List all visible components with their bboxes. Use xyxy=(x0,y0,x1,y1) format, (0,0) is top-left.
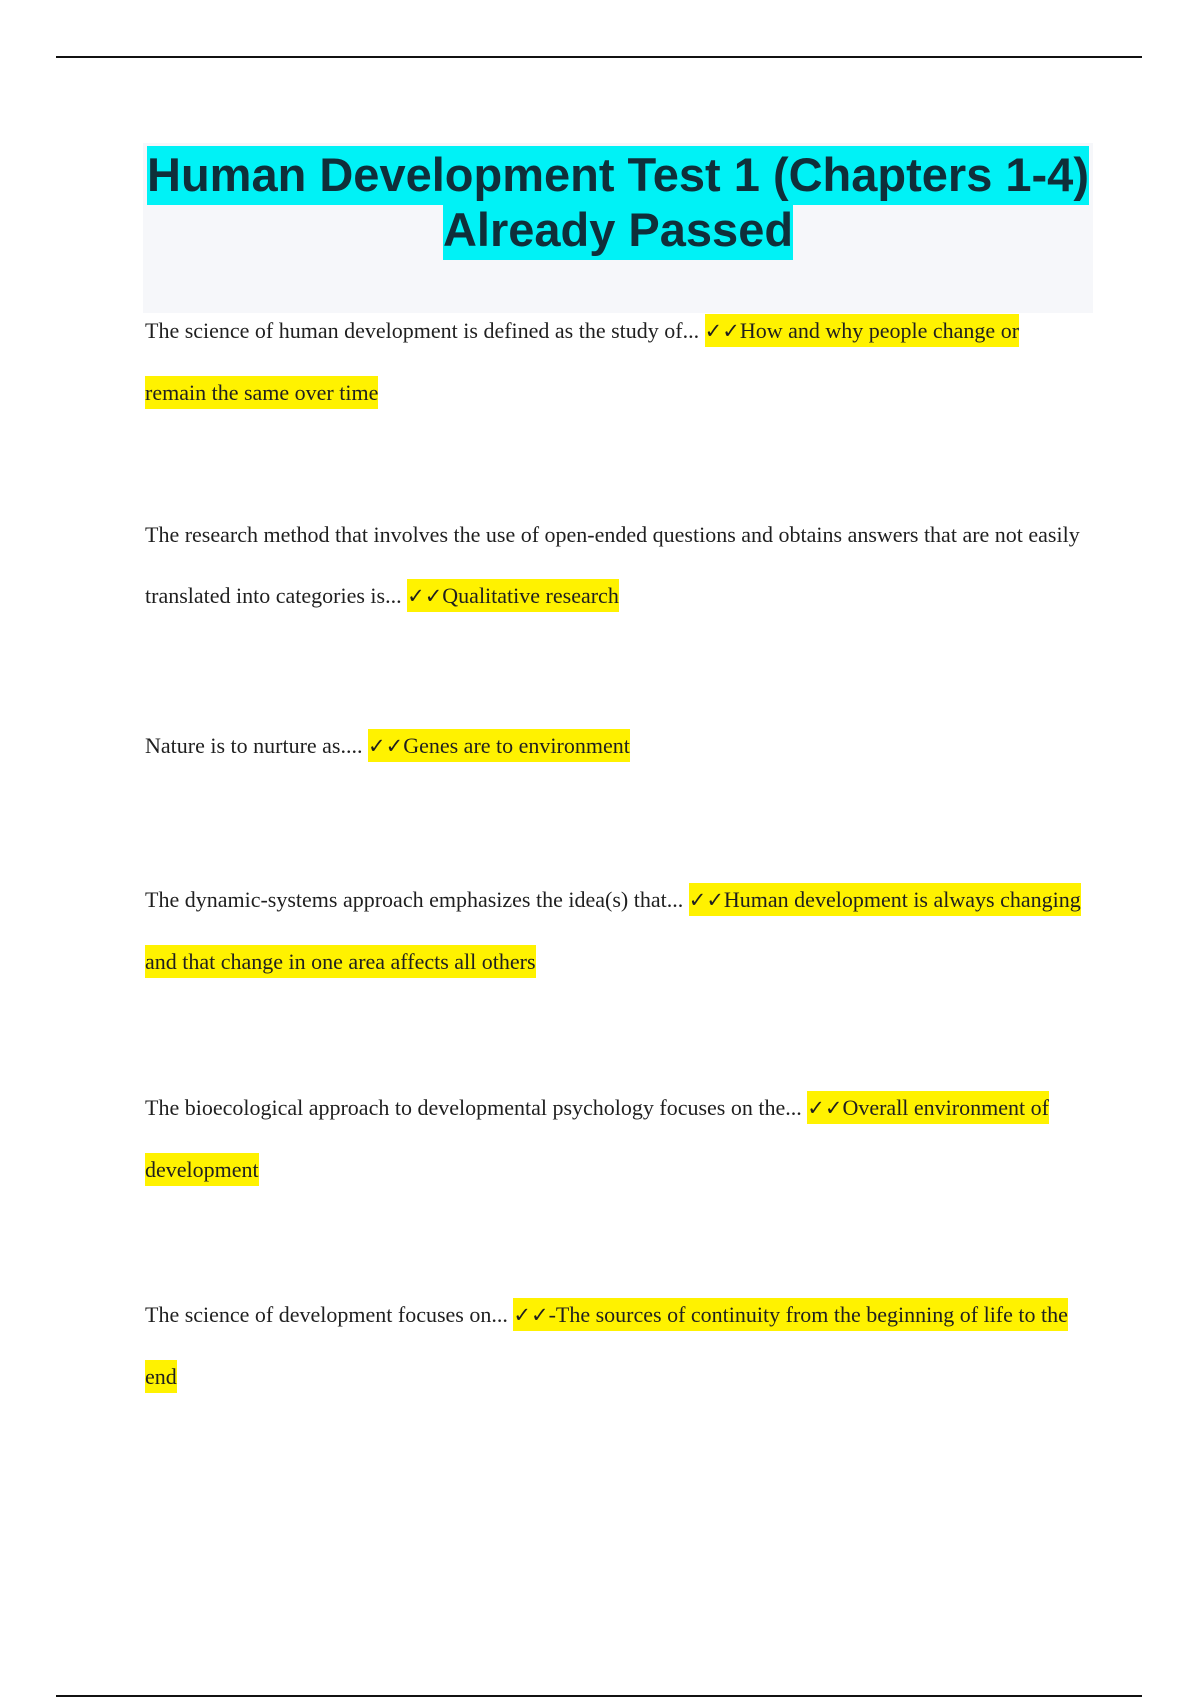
question-text: The science of development focuses on... xyxy=(145,1302,514,1327)
footer-rule xyxy=(56,1695,1142,1697)
qa-item xyxy=(145,869,1085,992)
question-text: Nature is to nurture as.... xyxy=(145,733,368,758)
answer-highlight xyxy=(407,579,619,612)
check-icon: ✓✓ xyxy=(688,888,724,912)
qa-item xyxy=(145,715,1085,777)
check-icon: ✓✓ xyxy=(704,319,740,343)
qa-item xyxy=(145,1284,1085,1407)
check-icon: ✓✓ xyxy=(807,1096,843,1120)
question-text: The science of human development is defined as the study of... xyxy=(145,318,705,343)
qa-item xyxy=(145,1077,1085,1200)
answer-text: Human development is always changing and that change in one area affects all others xyxy=(145,887,1081,974)
question-text: The research method that involves the use of open-ended questions and obtains answers that are not easily translated into categories is... xyxy=(145,522,1080,608)
qa-item xyxy=(145,300,1085,423)
answer-text: -The sources of continuity from the beginning of life to the end xyxy=(145,1302,1068,1389)
header-rule xyxy=(56,56,1142,58)
page-title xyxy=(143,143,1093,257)
check-icon: ✓✓ xyxy=(368,734,404,758)
answer-text: Overall environment of development xyxy=(145,1095,1049,1182)
answer-text: How and why people change or remain the same over time xyxy=(145,318,1020,405)
check-icon: ✓✓ xyxy=(513,1303,549,1327)
qa-item xyxy=(145,504,1085,627)
answer-text: Genes are to environment xyxy=(403,733,630,758)
question-text: The bioecological approach to developmental psychology focuses on the... xyxy=(145,1095,808,1120)
page-title-text: Human Development Test 1 (Chapters 1-4) Already Passed xyxy=(147,146,1089,260)
answer-text: Qualitative research xyxy=(442,583,619,608)
question-text: The dynamic-systems approach emphasizes the idea(s) that... xyxy=(145,887,689,912)
check-icon: ✓✓ xyxy=(407,584,443,608)
answer-highlight xyxy=(368,729,630,762)
title-block xyxy=(143,143,1093,313)
